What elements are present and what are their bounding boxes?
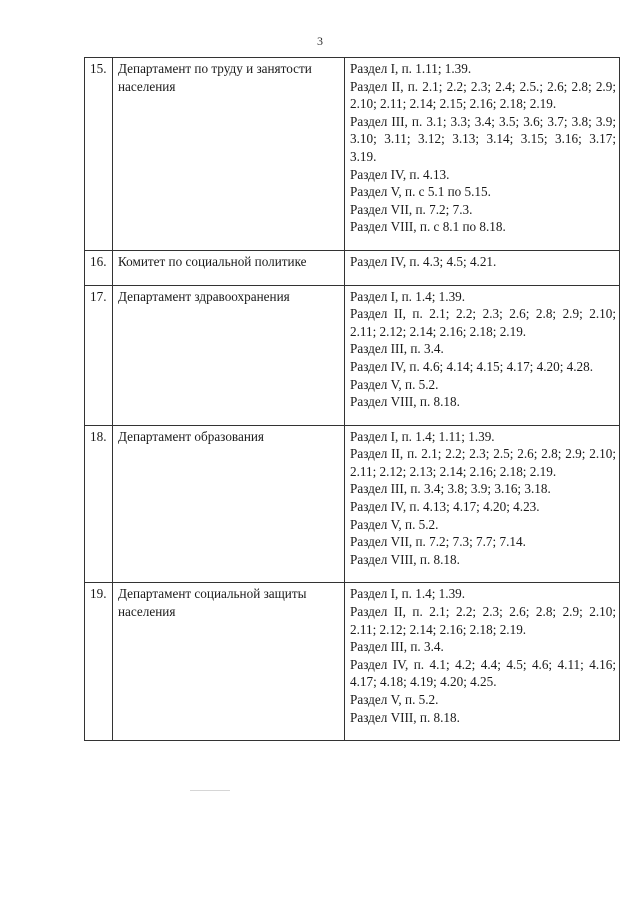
section-entry: Раздел VIII, п. 8.18. [350,551,460,567]
department-name: Департамент по труду и занятости населения [113,58,345,251]
department-name: Департамент социальной защиты населения [113,583,345,741]
table-row [85,583,620,741]
department-name: Департамент образования [113,425,345,583]
table-row [85,250,620,285]
sections-cell [345,425,620,583]
section-entry: Раздел I, п. 1.4; 1.11; 1.39. [350,428,495,444]
section-entry: Раздел VIII, п. с 8.1 по 8.18. [350,219,506,235]
section-entry: Раздел V, п. с 5.1 по 5.15. [350,184,491,200]
section-entry: Раздел V, п. 5.2. [350,516,439,532]
section-entry: Раздел IV, п. 4.6; 4.14; 4.15; 4.17; 4.20; 4.28. [350,358,594,374]
row-number: 15. [85,58,113,251]
section-entry: Раздел I, п. 1.11; 1.39. [350,61,472,76]
section-entry: Раздел VII, п. 7.2; 7.3; 7.7; 7.14. [350,534,526,550]
section-entry: Раздел IV, п. 4.13. [350,166,450,182]
departments-table [84,57,620,741]
section-entry: Раздел V, п. 5.2. [350,376,439,392]
sections-cell [345,250,620,285]
scan-mark [190,790,230,791]
table-row [85,425,620,583]
section-entry: Раздел III, п. 3.4. [350,341,444,357]
section-entry: Раздел VIII, п. 8.18. [350,394,460,410]
section-entry: Раздел VIII, п. 8.18. [350,709,460,725]
section-entry: Раздел III, п. 3.4. [350,639,444,655]
section-entry: Раздел I, п. 1.4; 1.39. [350,586,466,602]
sections-cell [345,583,620,741]
section-entry: Раздел II, п. 2.1; 2.2; 2.3; 2.6; 2.8; 2.9; 2.10; 2.11; 2.12; 2.14; 2.16; 2.18; 2.19. [350,604,616,637]
row-number: 19. [85,583,113,741]
row-number: 18. [85,425,113,583]
section-entry: Раздел III, п. 3.1; 3.3; 3.4; 3.5; 3.6; 3.7; 3.8; 3.9; 3.10; 3.11; 3.12; 3.13; 3.14; 3.15; 3.16; 3.17; 3.19. [350,113,616,164]
section-entry: Раздел IV, п. 4.13; 4.17; 4.20; 4.23. [350,499,540,515]
department-name: Департамент здравоохранения [113,285,345,425]
table-row [85,285,620,425]
table-row [85,58,620,251]
section-entry: Раздел I, п. 1.4; 1.39. [350,288,466,304]
section-entry: Раздел IV, п. 4.3; 4.5; 4.21. [350,253,497,269]
page-number: 3 [317,34,323,48]
department-name: Комитет по социальной политике [113,250,345,285]
section-entry: Раздел III, п. 3.4; 3.8; 3.9; 3.16; 3.18. [350,481,551,497]
row-number: 16. [85,250,113,285]
section-entry: Раздел V, п. 5.2. [350,692,439,707]
row-number: 17. [85,285,113,425]
sections-cell [345,285,620,425]
section-entry: Раздел VII, п. 7.2; 7.3. [350,201,473,217]
section-entry: Раздел IV, п. 4.1; 4.2; 4.4; 4.5; 4.6; 4.11; 4.16; 4.17; 4.18; 4.19; 4.20; 4.25. [350,656,616,690]
section-entry: Раздел II, п. 2.1; 2.2; 2.3; 2.4; 2.5.; 2.6; 2.8; 2.9; 2.10; 2.11; 2.14; 2.15; 2.16; 2.18; 2.19. [350,78,616,112]
section-entry: Раздел II, п. 2.1; 2.2; 2.3; 2.5; 2.6; 2.8; 2.9; 2.10; 2.11; 2.12; 2.13; 2.14; 2.16; 2.18; 2.19. [350,446,616,479]
section-entry: Раздел II, п. 2.1; 2.2; 2.3; 2.6; 2.8; 2.9; 2.10; 2.11; 2.12; 2.14; 2.16; 2.18; 2.19. [350,306,616,339]
sections-cell [345,58,620,251]
